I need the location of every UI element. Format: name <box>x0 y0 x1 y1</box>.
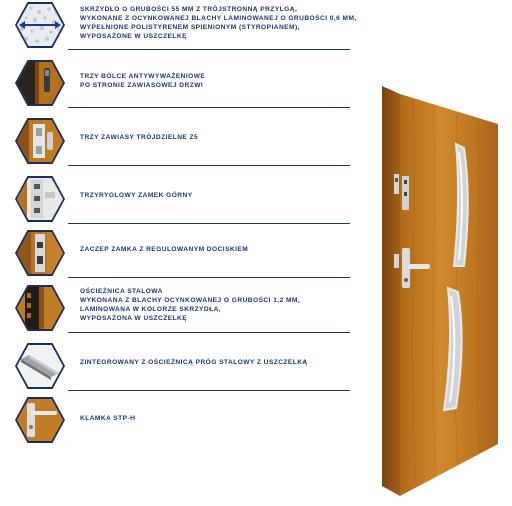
feature-item <box>0 397 360 447</box>
divider <box>68 49 350 50</box>
feature-text-line: TRZY BOLCE ANTYWYWAŻENIOWE <box>80 73 206 80</box>
hex-thumbnail <box>15 118 65 164</box>
feature-text-line: KLAMKA STP-H <box>80 415 136 422</box>
divider <box>68 165 350 166</box>
hex-thumbnail <box>15 60 65 106</box>
door-handle-icon <box>17 399 63 441</box>
hex-thumbnail <box>15 343 65 389</box>
feature-item <box>0 176 360 226</box>
hex-thumbnail <box>15 230 65 276</box>
feature-text-line: TRZY ZAWIASY TRÓJDZIELNE Z5 <box>80 134 199 141</box>
hex-thumbnail <box>15 2 65 48</box>
feature-text-line: OŚCIEŻNICA STALOWA <box>80 288 163 295</box>
feature-text-line: LAMINOWANA W KOLORZE SKRZYDŁA, <box>80 306 222 313</box>
divider <box>68 332 350 333</box>
feature-text-line: WYPOSAŻONE W USZCZELKĘ <box>80 33 187 40</box>
feature-text-line: WYPOSAŻONA W USZCZELKĘ <box>80 315 188 322</box>
divider <box>68 277 350 278</box>
hex-thumbnail <box>15 176 65 222</box>
feature-text-line: WYKONANA Z BLACHY OCYNKOWANEJ O GRUBOŚCI 1,2 MM, <box>80 297 301 304</box>
anti-burglary-bolt-icon <box>17 62 63 104</box>
feature-item <box>0 230 360 280</box>
strike-plate-icon <box>17 232 63 274</box>
feature-item <box>0 60 360 110</box>
three-point-lock-icon <box>17 178 63 220</box>
divider <box>68 390 350 391</box>
feature-text-line: TRZYRYGLOWY ZAMEK GÓRNY <box>80 192 193 199</box>
feature-text-line: ZINTEGROWANY Z OŚCIEŻNICĄ PRÓG STALOWY Z USZCZELKĄ <box>80 359 308 366</box>
feature-text-line: SKRZYDŁO O GRUBOŚCI 55 MM Z TRÓJSTRONNĄ PRZYLGĄ, <box>80 6 298 13</box>
hex-thumbnail <box>15 397 65 443</box>
steel-frame-icon <box>17 287 63 329</box>
feature-item <box>0 2 360 52</box>
door-image <box>378 78 508 496</box>
feature-text-line: ZACZEP ZAMKA Z REGULOWANYM DOCISKIEM <box>80 246 249 253</box>
foam-insulation-icon <box>17 4 63 46</box>
feature-item <box>0 285 360 335</box>
hex-thumbnail <box>15 285 65 331</box>
feature-text-line: WYKONANE Z OCYNKOWANEJ BLACHY LAMINOWANEJ O GRUBOŚCI 0,6 MM, <box>80 15 357 22</box>
feature-item <box>0 343 360 393</box>
divider <box>68 107 350 108</box>
steel-threshold-icon <box>17 345 63 387</box>
feature-item <box>0 118 360 168</box>
hinge-icon <box>17 120 63 162</box>
divider <box>68 223 350 224</box>
feature-text-line: WYPEŁNIONE POLISTYRENEM SPIENIONYM (STYROPIANEM), <box>80 24 300 31</box>
feature-text-line: PO STRONIE ZAWIASOWEJ DRZWI <box>80 82 204 89</box>
